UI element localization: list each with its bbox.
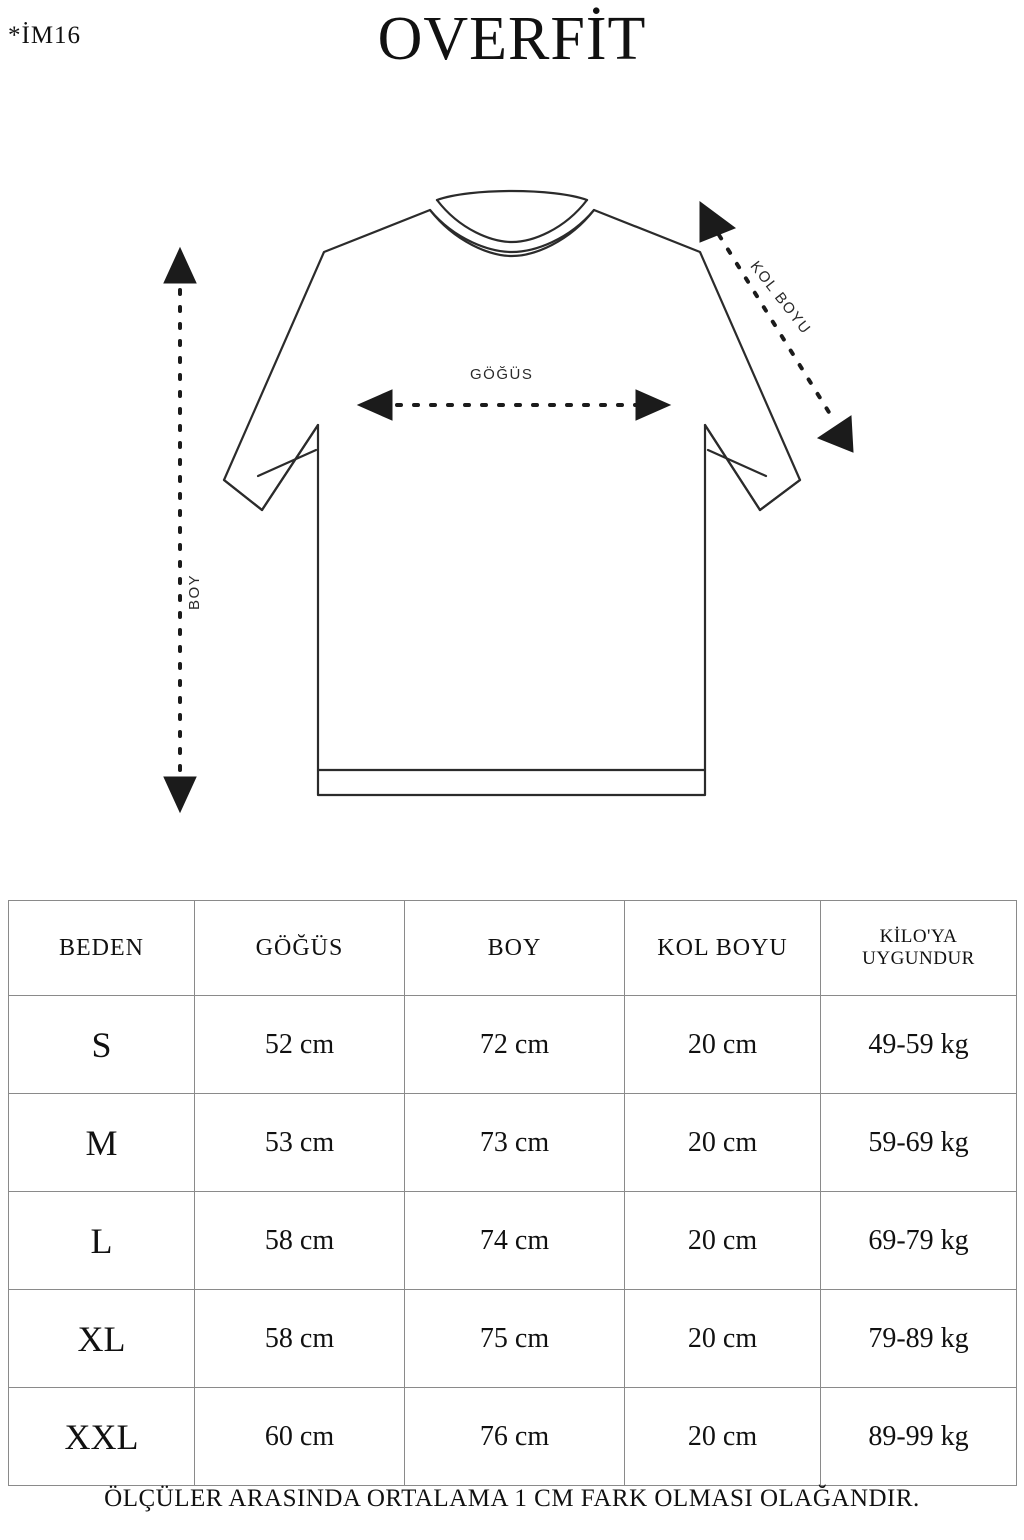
table-header-row: [9, 901, 1017, 996]
cell-beden: XXL: [9, 1388, 195, 1486]
footnote-text: ÖLÇÜLER ARASINDA ORTALAMA 1 CM FARK OLMASI OLAĞANDIR.: [104, 1485, 920, 1512]
tshirt-outline-icon: [0, 180, 1024, 880]
cell-kol-boyu: 20 cm: [625, 996, 821, 1094]
cell-boy: 75 cm: [405, 1290, 625, 1388]
column-header-boy: BOY: [405, 901, 625, 996]
cell-boy: 76 cm: [405, 1388, 625, 1486]
cell-kol-boyu: 20 cm: [625, 1290, 821, 1388]
column-header-kilo: [821, 901, 1017, 996]
cell-gogus: 58 cm: [195, 1290, 405, 1388]
cell-kilo: 89-99 kg: [821, 1388, 1017, 1486]
cell-gogus: 58 cm: [195, 1192, 405, 1290]
length-label: BOY: [186, 573, 203, 610]
chest-measure-arrow: [358, 390, 670, 420]
cell-gogus: 53 cm: [195, 1094, 405, 1192]
table-row: [9, 1388, 1017, 1486]
cell-kilo: 49-59 kg: [821, 996, 1017, 1094]
cell-gogus: 60 cm: [195, 1388, 405, 1486]
column-header-kol-boyu: KOL BOYU: [625, 901, 821, 996]
cell-kilo: 69-79 kg: [821, 1192, 1017, 1290]
cell-boy: 73 cm: [405, 1094, 625, 1192]
table-row: [9, 1192, 1017, 1290]
sleeve-label: KOL BOYU: [746, 258, 815, 338]
sleeve-measure-arrow: [700, 202, 853, 452]
cell-beden: L: [9, 1192, 195, 1290]
size-table-wrapper: [8, 900, 1016, 1486]
cell-kol-boyu: 20 cm: [625, 1192, 821, 1290]
table-row: [9, 996, 1017, 1094]
column-header-gogus: GÖĞÜS: [195, 901, 405, 996]
product-code-label: *İM16: [8, 22, 82, 49]
cell-kilo: 79-89 kg: [821, 1290, 1017, 1388]
size-table: [8, 900, 1017, 1486]
cell-beden: M: [9, 1094, 195, 1192]
size-diagram: [0, 180, 1024, 880]
column-header-beden: BEDEN: [9, 901, 195, 996]
length-measure-arrow: [164, 248, 196, 812]
cell-boy: 72 cm: [405, 996, 625, 1094]
cell-gogus: 52 cm: [195, 996, 405, 1094]
table-row: [9, 1290, 1017, 1388]
column-header-kilo-line2: UYGUNDUR: [862, 948, 975, 969]
cell-beden: S: [9, 996, 195, 1094]
cell-kol-boyu: 20 cm: [625, 1094, 821, 1192]
column-header-kilo-line1: KİLO'YA: [879, 926, 958, 948]
table-row: [9, 1094, 1017, 1192]
cell-boy: 74 cm: [405, 1192, 625, 1290]
cell-beden: XL: [9, 1290, 195, 1388]
page-title: OVERFİT: [377, 5, 647, 73]
chest-label: GÖĞÜS: [470, 366, 534, 383]
cell-kilo: 59-69 kg: [821, 1094, 1017, 1192]
cell-kol-boyu: 20 cm: [625, 1388, 821, 1486]
